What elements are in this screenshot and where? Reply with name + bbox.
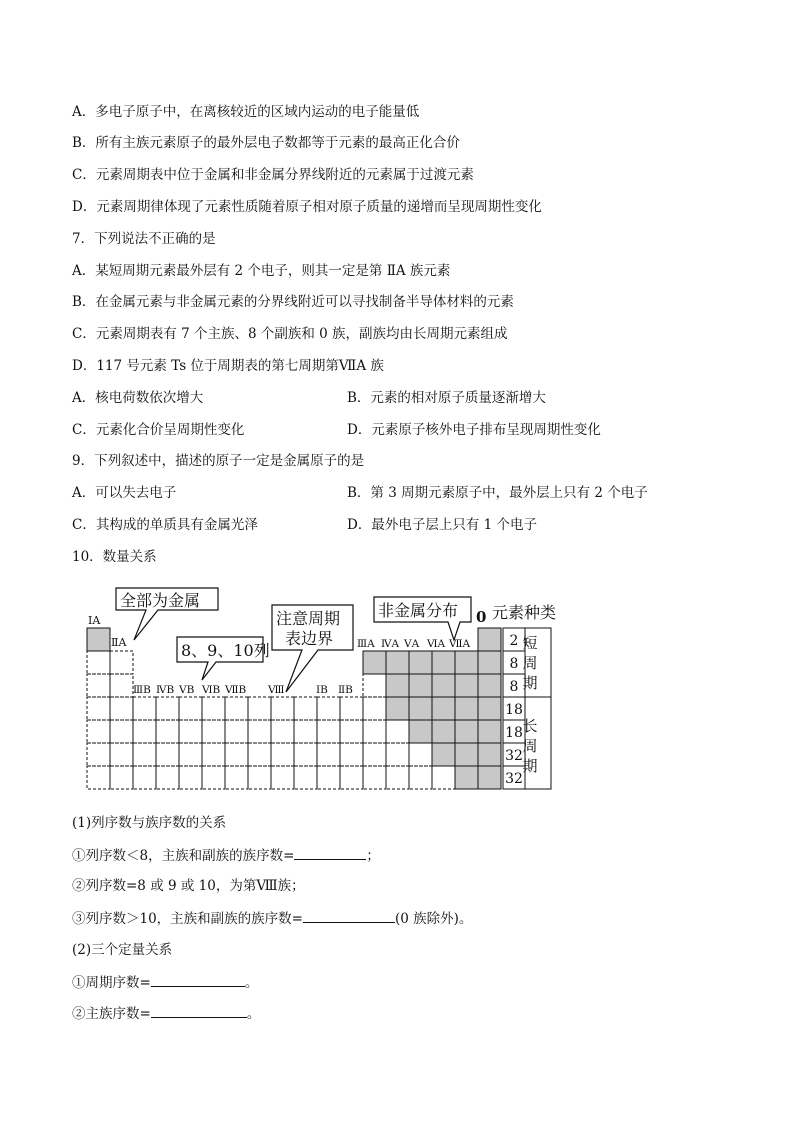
q6-option-b: B．所有主族元素原子的最外层电子数都等于元素的最高正化合价 — [72, 135, 460, 151]
label-group-VIA: ⅥA — [427, 638, 446, 650]
q10-part1-b: ②列序数=8 或 9 或 10，为第Ⅷ族； — [72, 878, 305, 894]
pt-cell — [87, 720, 110, 743]
pt-cell — [409, 697, 432, 720]
pt-cell — [202, 743, 225, 766]
pt-cell — [432, 674, 455, 697]
pt-cell — [110, 766, 133, 789]
q10-part2-a-prefix: ①周期序数= — [72, 975, 151, 991]
pt-cell — [455, 651, 478, 674]
pt-cell — [363, 674, 386, 697]
pt-cell — [271, 766, 294, 789]
pt-cell — [317, 743, 340, 766]
pt-cell — [87, 674, 110, 697]
label-group-VB: ⅤB — [179, 684, 195, 696]
count-value: 2 — [509, 633, 519, 649]
blank-4[interactable] — [151, 1004, 247, 1018]
label-group-IIIA: ⅢA — [357, 638, 375, 650]
pt-cell — [363, 651, 386, 674]
pt-cell — [156, 743, 179, 766]
pt-cell — [386, 674, 409, 697]
pt-cell — [133, 697, 156, 720]
q9-stem: 9．下列叙述中，描述的原子一定是金属原子的是 — [72, 453, 365, 469]
pt-cell — [363, 743, 386, 766]
pt-cell — [294, 743, 317, 766]
count-value: 8 — [509, 656, 519, 672]
label-group-IA: ⅠA — [88, 614, 101, 627]
pt-cell — [340, 766, 363, 789]
pt-cell — [432, 697, 455, 720]
blank-2[interactable] — [303, 909, 395, 923]
q9-option-a: A．可以失去电子 — [72, 485, 177, 501]
pt-cell — [386, 720, 409, 743]
pt-cell — [156, 697, 179, 720]
callout-border-text-1: 注意周期 — [276, 609, 341, 628]
pt-cell — [409, 651, 432, 674]
q9-option-b: B．第 3 周期元素原子中，最外层上只有 2 个电子 — [347, 485, 648, 501]
q10-part2-a-suffix: 。 — [244, 975, 259, 991]
pt-cell — [271, 697, 294, 720]
pt-cell — [179, 766, 202, 789]
pt-cell — [340, 697, 363, 720]
q7-stem: 7．下列说法不正确的是 — [72, 231, 216, 247]
pt-cell — [409, 674, 432, 697]
q9-option-d: D．最外电子层上只有 1 个电子 — [347, 517, 537, 533]
pt-cell — [409, 743, 432, 766]
element-count-header: 元素种类 — [492, 603, 557, 622]
q10-part1-a-suffix: ； — [366, 848, 380, 864]
q10-part2-b-suffix: 。 — [246, 1006, 261, 1022]
pt-cell — [110, 651, 133, 674]
pt-cell — [156, 720, 179, 743]
label-group-VIIA: ⅦA — [449, 638, 471, 650]
label-group-IIIB: ⅢB — [133, 684, 151, 696]
pt-cell — [409, 720, 432, 743]
q8-option-c: C．元素化合价呈周期性变化 — [72, 422, 245, 438]
label-group-VIB: ⅥB — [202, 684, 221, 696]
pt-cell — [478, 720, 501, 743]
q7-option-b: B．在金属元素与非金属元素的分界线附近可以寻找制备半导体材料的元素 — [72, 294, 514, 310]
pt-cell — [478, 674, 501, 697]
q7-option-c: C．元素周期表有 7 个主族、8 个副族和 0 族，副族均由长周期元素组成 — [72, 326, 508, 342]
q9-option-c: C．其构成的单质具有金属光泽 — [72, 517, 258, 533]
pt-cell — [179, 697, 202, 720]
label-group-VIIB: ⅦB — [225, 684, 247, 696]
q10-part1-a-prefix: ①列序数＜8，主族和副族的族序数= — [72, 848, 295, 864]
pt-cell — [363, 766, 386, 789]
label-group-IB: ⅠB — [316, 684, 328, 696]
pt-cell — [478, 743, 501, 766]
q10-part2-b-prefix: ②主族序数= — [72, 1006, 151, 1022]
pt-cell — [225, 766, 248, 789]
pt-cell — [87, 651, 110, 674]
pt-cell — [110, 743, 133, 766]
pt-cell — [386, 766, 409, 789]
pt-cell — [110, 720, 133, 743]
pt-cell — [179, 743, 202, 766]
q7-option-a: A．某短周期元素最外层有 2 个电子，则其一定是第 ⅡA 族元素 — [72, 263, 451, 279]
pt-cell — [225, 720, 248, 743]
q10-part2-b — [72, 1004, 260, 1023]
pt-cell — [363, 720, 386, 743]
blank-3[interactable] — [151, 973, 245, 987]
pt-cell — [455, 743, 478, 766]
long-period-char-1: 长 — [522, 717, 538, 735]
label-group-IVA: ⅣA — [381, 638, 400, 650]
count-value: 32 — [505, 771, 523, 787]
pt-cell — [110, 697, 133, 720]
label-group-VIII: Ⅷ — [268, 684, 285, 696]
q8-option-d: D．元素原子核外电子排布呈现周期性变化 — [347, 422, 601, 438]
q6-option-d: D．元素周期律体现了元素性质随着原子相对原子质量的递增而呈现周期性变化 — [72, 199, 542, 215]
label-group-IIB: ⅡB — [338, 684, 353, 696]
q10-part2-title: (2)三个定量关系 — [72, 942, 173, 958]
q10-part1-c-prefix: ③列序数＞10，主族和副族的族序数= — [72, 911, 303, 927]
q10-part1-c — [72, 909, 472, 928]
pt-cell — [271, 720, 294, 743]
q7-option-d: D．117 号元素 Ts 位于周期表的第七周期第ⅦA 族 — [72, 358, 384, 374]
pt-cell — [478, 628, 501, 651]
pt-cell — [294, 766, 317, 789]
callout-metal-text: 全部为金属 — [120, 591, 201, 610]
callout-cols-text: 8、9、10列 — [181, 641, 270, 660]
pt-cell — [317, 766, 340, 789]
callout-border-text-2: 表边界 — [285, 629, 334, 648]
pt-cell — [363, 697, 386, 720]
pt-cell — [156, 766, 179, 789]
label-group-VA: ⅤA — [404, 638, 420, 650]
pt-cell — [432, 651, 455, 674]
pt-cell — [386, 651, 409, 674]
pt-cell — [455, 720, 478, 743]
long-period-char-2: 周 — [522, 737, 538, 755]
pt-cell — [87, 697, 110, 720]
callout-nonmetal-text: 非金属分布 — [378, 601, 459, 620]
count-value: 8 — [509, 679, 519, 695]
q6-option-c: C．元素周期表中位于金属和非金属分界线附近的元素属于过渡元素 — [72, 167, 474, 183]
pt-cell — [294, 697, 317, 720]
count-value: 32 — [505, 748, 523, 764]
pt-cell — [271, 743, 294, 766]
pt-cell — [248, 720, 271, 743]
pt-cell — [225, 743, 248, 766]
pt-cell — [386, 697, 409, 720]
pt-cell — [202, 720, 225, 743]
q10-part1-a — [72, 846, 380, 865]
q10-stem: 10．数量关系 — [72, 549, 157, 565]
pt-cell — [317, 720, 340, 743]
short-period-char-1: 短 — [522, 634, 538, 652]
pt-cell — [455, 697, 478, 720]
pt-cell — [87, 766, 110, 789]
pt-cell — [455, 674, 478, 697]
label-group-IVB: ⅣB — [156, 684, 175, 696]
pt-cell — [432, 720, 455, 743]
pt-cell — [317, 697, 340, 720]
pt-cell — [110, 674, 133, 697]
pt-cell — [179, 720, 202, 743]
blank-1[interactable] — [294, 846, 366, 860]
q6-option-a: A．多电子原子中，在离核较近的区域内运动的电子能量低 — [72, 104, 420, 120]
pt-cell — [133, 720, 156, 743]
pt-cell — [455, 766, 478, 789]
pt-cell — [409, 766, 432, 789]
pt-cell — [478, 697, 501, 720]
pt-cell — [340, 743, 363, 766]
pt-cell — [202, 697, 225, 720]
label-group-IIA: ⅡA — [111, 636, 127, 649]
pt-cell — [202, 766, 225, 789]
pt-cell — [386, 743, 409, 766]
q10-part2-a — [72, 973, 258, 992]
pt-cell — [133, 766, 156, 789]
q8-option-b: B．元素的相对原子质量逐渐增大 — [347, 390, 546, 406]
pt-cell — [340, 720, 363, 743]
short-period-char-2: 周 — [522, 654, 538, 672]
pt-cell — [248, 697, 271, 720]
pt-cell — [225, 697, 248, 720]
pt-cell — [432, 743, 455, 766]
pt-cell — [478, 651, 501, 674]
pt-cell — [248, 743, 271, 766]
short-period-char-3: 期 — [522, 674, 538, 692]
q10-part1-c-suffix: (0 族除外)。 — [395, 911, 473, 927]
q8-option-a: A．核电荷数依次增大 — [72, 390, 204, 406]
q10-part1-title: (1)列序数与族序数的关系 — [72, 815, 227, 831]
count-value: 18 — [505, 725, 523, 741]
pt-cell — [133, 743, 156, 766]
pt-cell — [87, 628, 110, 651]
long-period-char-3: 期 — [522, 757, 538, 775]
pt-cell — [432, 766, 455, 789]
pt-cell — [294, 720, 317, 743]
label-group-0: 0 — [476, 608, 487, 626]
periodic-grid — [87, 628, 551, 789]
pt-cell — [87, 743, 110, 766]
pt-cell — [248, 766, 271, 789]
count-value: 18 — [505, 702, 523, 718]
pt-cell — [478, 766, 501, 789]
periodic-table-diagram — [80, 580, 780, 792]
